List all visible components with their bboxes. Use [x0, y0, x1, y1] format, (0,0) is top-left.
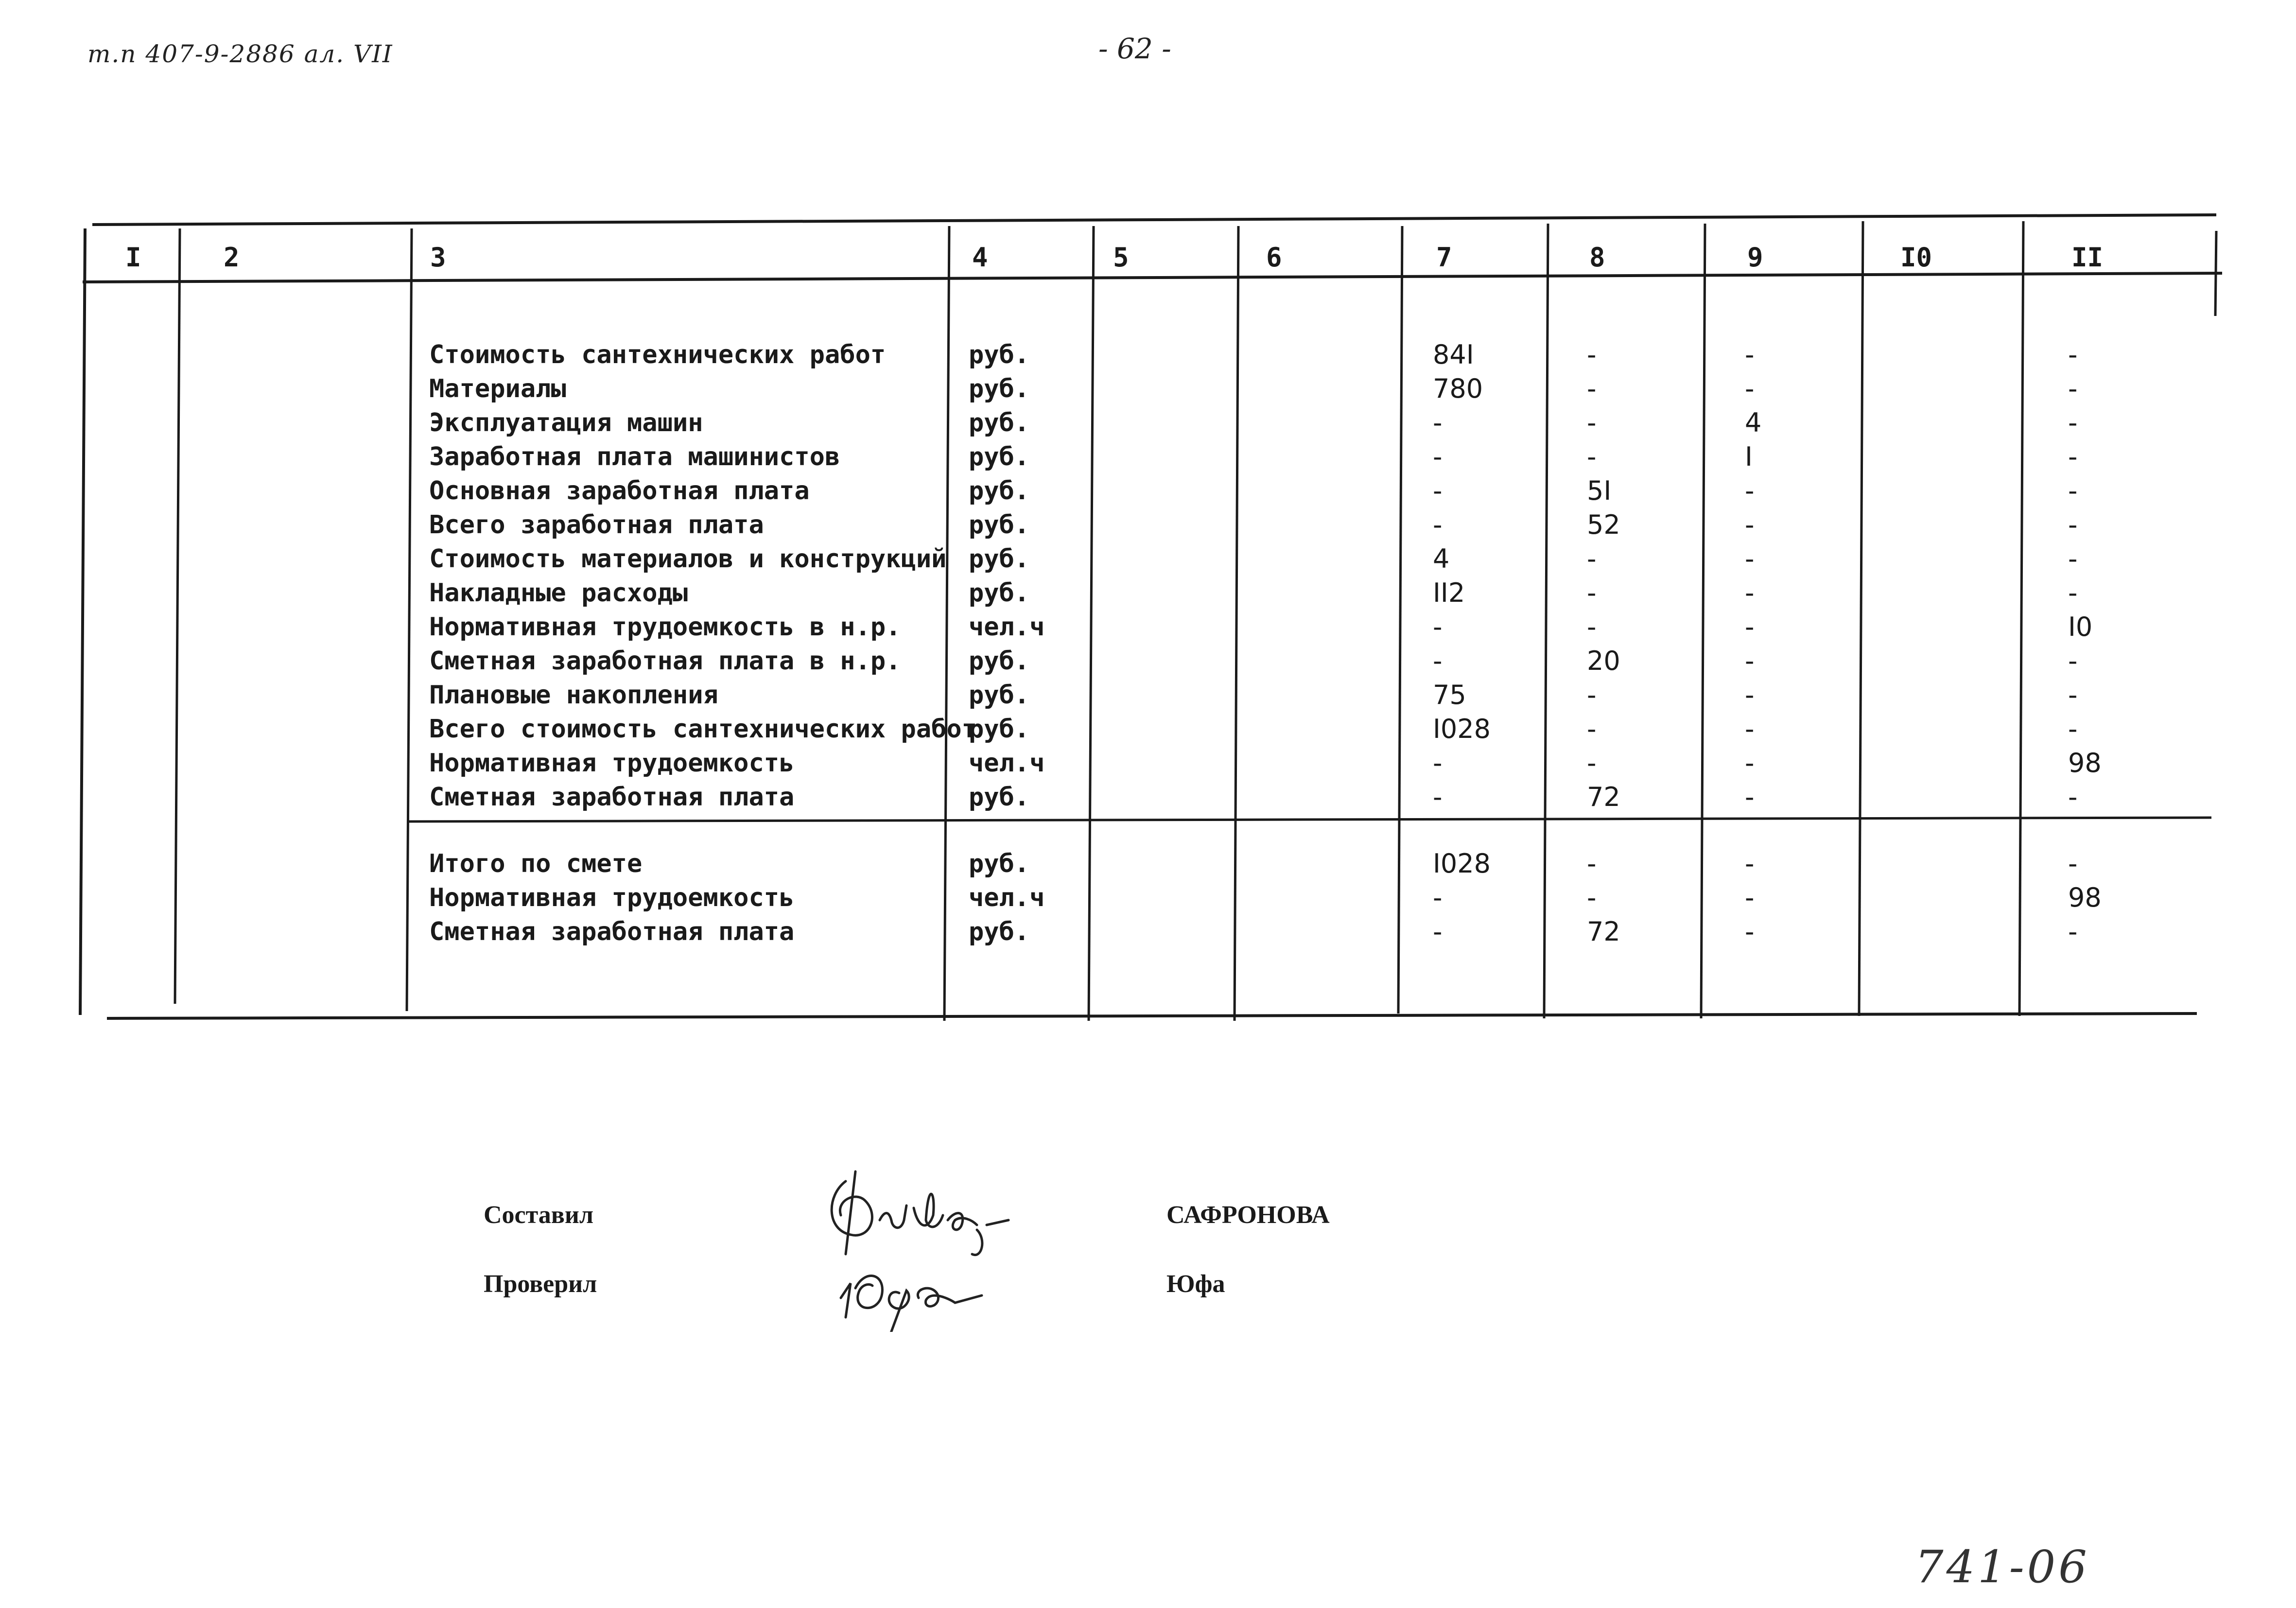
row-name: Сметная заработная плата — [429, 783, 795, 812]
row-name: Плановые накопления — [429, 681, 718, 710]
row-unit: руб. — [969, 578, 1030, 608]
row-name: Эксплуатация машин — [429, 408, 703, 437]
col-header-11: II — [2071, 242, 2104, 273]
row-col8: - — [1587, 373, 1597, 404]
row-col9: - — [1745, 543, 1755, 574]
row-col8: - — [1587, 577, 1597, 608]
row-col7: - — [1433, 475, 1443, 506]
row-col9: - — [1745, 577, 1755, 608]
row-col9: - — [1745, 646, 1755, 676]
row-name: Стоимость материалов и конструкций — [429, 544, 947, 574]
row-col9: - — [1745, 680, 1755, 710]
row-col7: - — [1433, 509, 1443, 540]
col-header-7: 7 — [1436, 242, 1452, 273]
compiled-label: Составил — [484, 1201, 594, 1229]
row-col7: - — [1433, 782, 1443, 812]
row-unit: руб. — [969, 408, 1030, 437]
row-col9: - — [1745, 782, 1755, 812]
col-header-6: 6 — [1266, 242, 1282, 273]
checker-signature — [836, 1249, 1011, 1332]
row-col9: - — [1745, 714, 1755, 744]
row-col11: 98 — [2068, 882, 2102, 913]
row-unit: руб. — [969, 340, 1030, 369]
row-name: Сметная заработная плата — [429, 917, 795, 946]
row-col7: 4 — [1433, 543, 1450, 574]
row-col8: 52 — [1587, 509, 1620, 540]
row-col9: - — [1745, 475, 1755, 506]
row-col9: - — [1745, 848, 1755, 879]
row-col11: - — [2068, 848, 2078, 879]
row-unit: руб. — [969, 374, 1030, 403]
row-col9: 4 — [1745, 407, 1762, 438]
row-name: Нормативная трудоемкость — [429, 883, 795, 912]
row-col9: - — [1745, 882, 1755, 913]
row-col8: 72 — [1587, 782, 1620, 812]
col-header-1: I — [125, 242, 141, 273]
checked-label: Проверил — [484, 1270, 597, 1298]
row-col8: - — [1587, 407, 1597, 438]
row-col8: 20 — [1587, 646, 1620, 676]
row-col11: - — [2068, 441, 2078, 472]
row-col8: - — [1587, 680, 1597, 710]
row-unit: руб. — [969, 510, 1030, 540]
row-col11: - — [2068, 475, 2078, 506]
row-col7: 75 — [1433, 680, 1466, 710]
row-name: Нормативная трудоемкость в н.р. — [429, 612, 901, 642]
row-col11: - — [2068, 543, 2078, 574]
row-name: Накладные расходы — [429, 578, 688, 608]
checked-name: Юфа — [1166, 1270, 1225, 1298]
row-col7: - — [1433, 882, 1443, 913]
row-col8: - — [1587, 848, 1597, 879]
row-col9: - — [1745, 339, 1755, 370]
row-col11: - — [2068, 916, 2078, 947]
row-col11: - — [2068, 577, 2078, 608]
row-col11: - — [2068, 714, 2078, 744]
page-number: - 62 - — [1098, 32, 1171, 65]
row-col11: I0 — [2068, 612, 2093, 642]
row-col11: - — [2068, 407, 2078, 438]
bottom-note: 741-06 — [1915, 1541, 2090, 1593]
row-unit: руб. — [969, 917, 1030, 946]
document-code: т.п 407-9-2886 ал. VII — [87, 40, 393, 68]
row-col8: 5I — [1587, 475, 1612, 506]
row-unit: руб. — [969, 849, 1030, 878]
row-col11: - — [2068, 339, 2078, 370]
row-col7: 84I — [1433, 339, 1474, 370]
row-col8: 72 — [1587, 916, 1620, 947]
row-col7: - — [1433, 646, 1443, 676]
row-unit: руб. — [969, 544, 1030, 574]
row-col11: 98 — [2068, 748, 2102, 778]
row-name: Сметная заработная плата в н.р. — [429, 647, 901, 676]
row-unit: чел.ч — [969, 612, 1045, 642]
compiler-signature — [817, 1162, 1021, 1259]
row-col7: - — [1433, 916, 1443, 947]
row-unit: руб. — [969, 647, 1030, 676]
row-col9: - — [1745, 373, 1755, 404]
row-col11: - — [2068, 646, 2078, 676]
row-col7: - — [1433, 748, 1443, 778]
row-col9: - — [1745, 612, 1755, 642]
row-col7: I028 — [1433, 714, 1491, 744]
col-header-3: 3 — [430, 242, 446, 273]
col-header-4: 4 — [972, 242, 988, 273]
row-col11: - — [2068, 782, 2078, 812]
row-col11: - — [2068, 509, 2078, 540]
row-col9: I — [1745, 441, 1753, 472]
col-header-9: 9 — [1747, 242, 1763, 273]
row-unit: чел.ч — [969, 749, 1045, 778]
row-col7: - — [1433, 612, 1443, 642]
row-name: Нормативная трудоемкость — [429, 749, 795, 778]
row-name: Заработная плата машинистов — [429, 442, 840, 472]
row-col11: - — [2068, 680, 2078, 710]
row-col8: - — [1587, 339, 1597, 370]
row-col8: - — [1587, 612, 1597, 642]
row-name: Основная заработная плата — [429, 476, 810, 506]
row-col11: - — [2068, 373, 2078, 404]
compiled-name: САФРОНОВА — [1166, 1201, 1330, 1229]
row-col8: - — [1587, 714, 1597, 744]
row-name: Итого по смете — [429, 849, 643, 878]
row-name: Стоимость сантехнических работ — [429, 340, 886, 369]
col-header-10: I0 — [1900, 242, 1932, 273]
row-unit: руб. — [969, 681, 1030, 710]
row-unit: руб. — [969, 476, 1030, 506]
row-name: Материалы — [429, 374, 566, 403]
row-col7: - — [1433, 441, 1443, 472]
col-header-5: 5 — [1113, 242, 1129, 273]
row-col7: II2 — [1433, 577, 1465, 608]
row-unit: руб. — [969, 715, 1030, 744]
col-header-8: 8 — [1589, 242, 1605, 273]
row-col9: - — [1745, 916, 1755, 947]
row-col8: - — [1587, 882, 1597, 913]
row-col9: - — [1745, 748, 1755, 778]
row-col8: - — [1587, 543, 1597, 574]
row-col7: I028 — [1433, 848, 1491, 879]
row-name: Всего стоимость сантехнических работ — [429, 715, 977, 744]
row-col9: - — [1745, 509, 1755, 540]
row-unit: руб. — [969, 442, 1030, 472]
row-col7: - — [1433, 407, 1443, 438]
row-col7: 780 — [1433, 373, 1483, 404]
row-unit: чел.ч — [969, 883, 1045, 912]
row-col8: - — [1587, 748, 1597, 778]
row-col8: - — [1587, 441, 1597, 472]
row-unit: руб. — [969, 783, 1030, 812]
col-header-2: 2 — [224, 242, 240, 273]
row-name: Всего заработная плата — [429, 510, 764, 540]
